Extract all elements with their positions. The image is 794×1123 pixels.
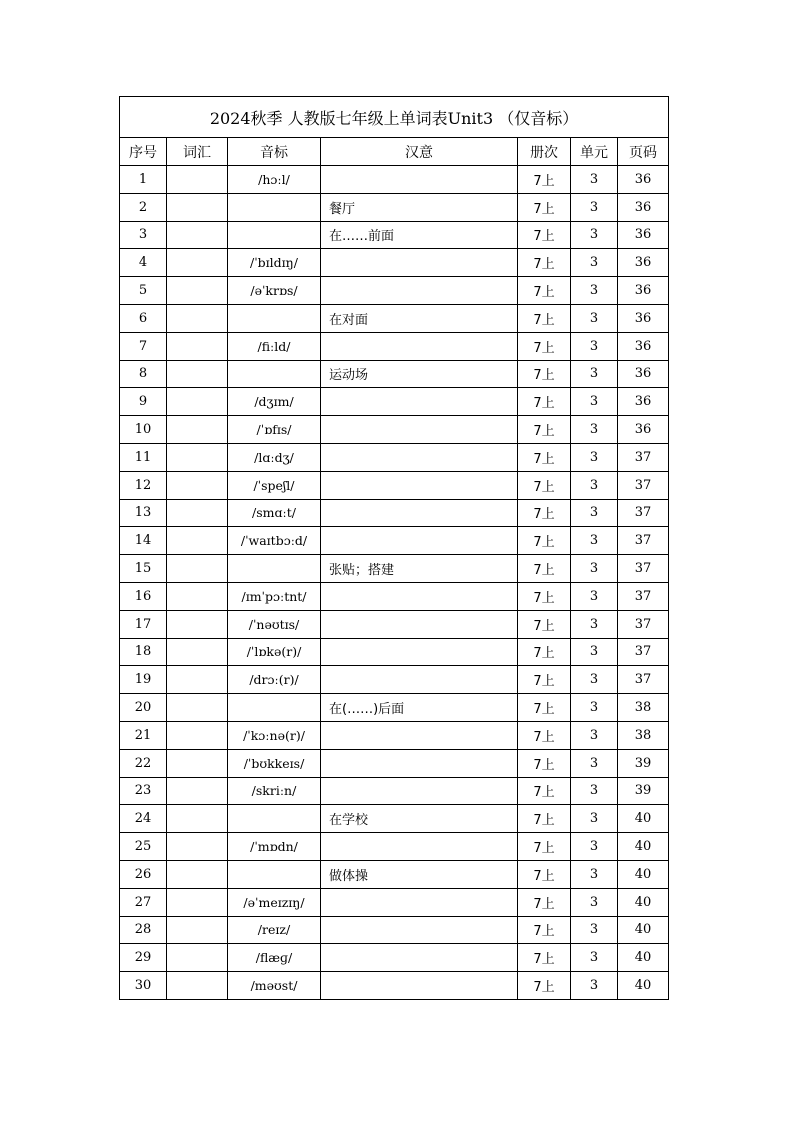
page-cell: 37	[618, 471, 669, 499]
meaning-cell	[321, 777, 518, 805]
table-row	[120, 972, 669, 1000]
meaning-cell: 做体操	[321, 860, 518, 888]
header-meaning: 汉意	[321, 138, 518, 166]
unit-cell: 3	[571, 332, 618, 360]
row-number: 30	[120, 972, 167, 1000]
page-cell: 36	[618, 166, 669, 194]
meaning-cell	[321, 443, 518, 471]
unit-cell: 3	[571, 555, 618, 583]
meaning-cell: 运动场	[321, 360, 518, 388]
volume-cell: 7上	[518, 944, 571, 972]
volume-cell: 7上	[518, 555, 571, 583]
word-cell	[167, 833, 228, 861]
volume-cell: 7上	[518, 888, 571, 916]
unit-cell: 3	[571, 360, 618, 388]
page-cell: 37	[618, 610, 669, 638]
header-page: 页码	[618, 138, 669, 166]
table-row	[120, 749, 669, 777]
row-number: 18	[120, 638, 167, 666]
table-row	[120, 304, 669, 332]
word-cell	[167, 777, 228, 805]
phonetic-cell: /hɔːl/	[228, 166, 321, 194]
row-number: 1	[120, 166, 167, 194]
phonetic-cell: /reɪz/	[228, 916, 321, 944]
meaning-cell	[321, 944, 518, 972]
unit-cell: 3	[571, 916, 618, 944]
table-row	[120, 360, 669, 388]
page-cell: 36	[618, 221, 669, 249]
page-cell: 36	[618, 332, 669, 360]
phonetic-cell: /lɑːdʒ/	[228, 443, 321, 471]
meaning-cell	[321, 471, 518, 499]
phonetic-cell: /ˈmɒdn/	[228, 833, 321, 861]
volume-cell: 7上	[518, 694, 571, 722]
unit-cell: 3	[571, 944, 618, 972]
volume-cell: 7上	[518, 221, 571, 249]
unit-cell: 3	[571, 499, 618, 527]
phonetic-cell: /ˈwaɪtbɔːd/	[228, 527, 321, 555]
table-row	[120, 471, 669, 499]
unit-cell: 3	[571, 582, 618, 610]
table-row	[120, 638, 669, 666]
volume-cell: 7上	[518, 805, 571, 833]
word-cell	[167, 860, 228, 888]
table-row	[120, 721, 669, 749]
page-cell: 37	[618, 666, 669, 694]
volume-cell: 7上	[518, 499, 571, 527]
table-row	[120, 527, 669, 555]
table-row	[120, 666, 669, 694]
unit-cell: 3	[571, 221, 618, 249]
word-cell	[167, 443, 228, 471]
phonetic-cell: /skriːn/	[228, 777, 321, 805]
meaning-cell	[321, 749, 518, 777]
phonetic-cell	[228, 360, 321, 388]
meaning-cell: 在学校	[321, 805, 518, 833]
meaning-cell: 在……前面	[321, 221, 518, 249]
row-number: 16	[120, 582, 167, 610]
table-row	[120, 277, 669, 305]
meaning-cell	[321, 388, 518, 416]
word-cell	[167, 499, 228, 527]
meaning-cell	[321, 166, 518, 194]
volume-cell: 7上	[518, 304, 571, 332]
volume-cell: 7上	[518, 166, 571, 194]
phonetic-cell	[228, 694, 321, 722]
volume-cell: 7上	[518, 721, 571, 749]
row-number: 26	[120, 860, 167, 888]
unit-cell: 3	[571, 805, 618, 833]
word-cell	[167, 166, 228, 194]
page-cell: 37	[618, 443, 669, 471]
unit-cell: 3	[571, 277, 618, 305]
header-phonetic: 音标	[228, 138, 321, 166]
page-cell: 40	[618, 833, 669, 861]
meaning-cell: 在(……)后面	[321, 694, 518, 722]
row-number: 23	[120, 777, 167, 805]
meaning-cell	[321, 666, 518, 694]
unit-cell: 3	[571, 888, 618, 916]
phonetic-cell	[228, 860, 321, 888]
word-cell	[167, 360, 228, 388]
meaning-cell	[321, 972, 518, 1000]
meaning-cell: 餐厅	[321, 193, 518, 221]
volume-cell: 7上	[518, 833, 571, 861]
phonetic-cell: /dʒɪm/	[228, 388, 321, 416]
unit-cell: 3	[571, 638, 618, 666]
unit-cell: 3	[571, 666, 618, 694]
unit-cell: 3	[571, 972, 618, 1000]
volume-cell: 7上	[518, 610, 571, 638]
word-cell	[167, 749, 228, 777]
phonetic-cell: /ɪmˈpɔːtnt/	[228, 582, 321, 610]
table-row	[120, 860, 669, 888]
row-number: 28	[120, 916, 167, 944]
phonetic-cell: /ˈbʊkkeɪs/	[228, 749, 321, 777]
word-cell	[167, 304, 228, 332]
phonetic-cell: /ˈɒfɪs/	[228, 416, 321, 444]
row-number: 20	[120, 694, 167, 722]
phonetic-cell: /fiːld/	[228, 332, 321, 360]
volume-cell: 7上	[518, 582, 571, 610]
word-cell	[167, 527, 228, 555]
unit-cell: 3	[571, 443, 618, 471]
page-cell: 40	[618, 888, 669, 916]
meaning-cell: 张贴；搭建	[321, 555, 518, 583]
phonetic-cell	[228, 805, 321, 833]
phonetic-cell: /drɔː(r)/	[228, 666, 321, 694]
table-row	[120, 582, 669, 610]
phonetic-cell	[228, 193, 321, 221]
word-cell	[167, 610, 228, 638]
page-cell: 37	[618, 527, 669, 555]
volume-cell: 7上	[518, 860, 571, 888]
word-cell	[167, 416, 228, 444]
page-cell: 37	[618, 499, 669, 527]
row-number: 21	[120, 721, 167, 749]
table-row	[120, 332, 669, 360]
word-cell	[167, 888, 228, 916]
row-number: 7	[120, 332, 167, 360]
page-cell: 37	[618, 555, 669, 583]
phonetic-cell: /ˈnəʊtɪs/	[228, 610, 321, 638]
table-row	[120, 805, 669, 833]
row-number: 5	[120, 277, 167, 305]
unit-cell: 3	[571, 721, 618, 749]
unit-cell: 3	[571, 777, 618, 805]
phonetic-cell: /əˈmeɪzɪŋ/	[228, 888, 321, 916]
meaning-cell	[321, 638, 518, 666]
row-number: 15	[120, 555, 167, 583]
table-row	[120, 610, 669, 638]
page-cell: 36	[618, 360, 669, 388]
row-number: 25	[120, 833, 167, 861]
header-word: 词汇	[167, 138, 228, 166]
word-cell	[167, 555, 228, 583]
phonetic-cell: /ˈspeʃl/	[228, 471, 321, 499]
meaning-cell	[321, 416, 518, 444]
meaning-cell	[321, 833, 518, 861]
word-cell	[167, 666, 228, 694]
row-number: 12	[120, 471, 167, 499]
row-number: 6	[120, 304, 167, 332]
meaning-cell	[321, 888, 518, 916]
header-number: 序号	[120, 138, 167, 166]
unit-cell: 3	[571, 694, 618, 722]
unit-cell: 3	[571, 860, 618, 888]
volume-cell: 7上	[518, 777, 571, 805]
volume-cell: 7上	[518, 471, 571, 499]
volume-cell: 7上	[518, 443, 571, 471]
table-title: 2024秋季 人教版七年级上单词表Unit3 （仅音标）	[120, 97, 669, 138]
table-row	[120, 694, 669, 722]
word-cell	[167, 972, 228, 1000]
unit-cell: 3	[571, 749, 618, 777]
page-cell: 40	[618, 805, 669, 833]
table-row	[120, 443, 669, 471]
word-cell	[167, 193, 228, 221]
phonetic-cell: /smɑːt/	[228, 499, 321, 527]
row-number: 13	[120, 499, 167, 527]
meaning-cell	[321, 610, 518, 638]
page-cell: 36	[618, 249, 669, 277]
word-cell	[167, 916, 228, 944]
row-number: 17	[120, 610, 167, 638]
row-number: 10	[120, 416, 167, 444]
table-row	[120, 555, 669, 583]
row-number: 9	[120, 388, 167, 416]
volume-cell: 7上	[518, 277, 571, 305]
unit-cell: 3	[571, 416, 618, 444]
table-row	[120, 499, 669, 527]
row-number: 14	[120, 527, 167, 555]
unit-cell: 3	[571, 249, 618, 277]
row-number: 2	[120, 193, 167, 221]
meaning-cell	[321, 332, 518, 360]
page-cell: 40	[618, 944, 669, 972]
phonetic-cell: /ˈkɔːnə(r)/	[228, 721, 321, 749]
volume-cell: 7上	[518, 666, 571, 694]
table-row	[120, 388, 669, 416]
page-cell: 36	[618, 388, 669, 416]
table-row	[120, 833, 669, 861]
unit-cell: 3	[571, 471, 618, 499]
table-row	[120, 888, 669, 916]
unit-cell: 3	[571, 527, 618, 555]
volume-cell: 7上	[518, 388, 571, 416]
volume-cell: 7上	[518, 193, 571, 221]
word-cell	[167, 638, 228, 666]
row-number: 22	[120, 749, 167, 777]
word-cell	[167, 471, 228, 499]
page-cell: 38	[618, 721, 669, 749]
row-number: 3	[120, 221, 167, 249]
table-row	[120, 249, 669, 277]
page-cell: 36	[618, 277, 669, 305]
word-cell	[167, 694, 228, 722]
meaning-cell	[321, 499, 518, 527]
unit-cell: 3	[571, 610, 618, 638]
page-cell: 36	[618, 304, 669, 332]
unit-cell: 3	[571, 833, 618, 861]
unit-cell: 3	[571, 388, 618, 416]
page-cell: 40	[618, 972, 669, 1000]
volume-cell: 7上	[518, 416, 571, 444]
volume-cell: 7上	[518, 360, 571, 388]
header-row	[120, 138, 669, 166]
phonetic-cell	[228, 221, 321, 249]
row-number: 11	[120, 443, 167, 471]
row-number: 19	[120, 666, 167, 694]
page-cell: 39	[618, 749, 669, 777]
phonetic-cell: /əˈkrɒs/	[228, 277, 321, 305]
phonetic-cell	[228, 555, 321, 583]
word-cell	[167, 582, 228, 610]
vocabulary-table	[119, 96, 669, 1000]
meaning-cell: 在对面	[321, 304, 518, 332]
page-cell: 38	[618, 694, 669, 722]
table-row	[120, 777, 669, 805]
meaning-cell	[321, 721, 518, 749]
word-cell	[167, 388, 228, 416]
volume-cell: 7上	[518, 249, 571, 277]
row-number: 24	[120, 805, 167, 833]
meaning-cell	[321, 277, 518, 305]
page-cell: 40	[618, 860, 669, 888]
table-row	[120, 416, 669, 444]
phonetic-cell: /məʊst/	[228, 972, 321, 1000]
row-number: 8	[120, 360, 167, 388]
row-number: 4	[120, 249, 167, 277]
page-cell: 36	[618, 416, 669, 444]
phonetic-cell: /ˈlɒkə(r)/	[228, 638, 321, 666]
volume-cell: 7上	[518, 638, 571, 666]
phonetic-cell: /flæɡ/	[228, 944, 321, 972]
meaning-cell	[321, 582, 518, 610]
header-unit: 单元	[571, 138, 618, 166]
volume-cell: 7上	[518, 527, 571, 555]
table-body	[120, 166, 669, 1000]
phonetic-cell: /ˈbɪldɪŋ/	[228, 249, 321, 277]
volume-cell: 7上	[518, 972, 571, 1000]
word-cell	[167, 249, 228, 277]
page-cell: 37	[618, 638, 669, 666]
table-row	[120, 193, 669, 221]
unit-cell: 3	[571, 304, 618, 332]
row-number: 27	[120, 888, 167, 916]
word-cell	[167, 277, 228, 305]
table-row	[120, 916, 669, 944]
page-cell: 39	[618, 777, 669, 805]
meaning-cell	[321, 916, 518, 944]
word-cell	[167, 721, 228, 749]
meaning-cell	[321, 527, 518, 555]
word-cell	[167, 944, 228, 972]
table-row	[120, 221, 669, 249]
word-cell	[167, 221, 228, 249]
word-cell	[167, 332, 228, 360]
unit-cell: 3	[571, 166, 618, 194]
page-cell: 37	[618, 582, 669, 610]
row-number: 29	[120, 944, 167, 972]
table-row	[120, 944, 669, 972]
volume-cell: 7上	[518, 916, 571, 944]
volume-cell: 7上	[518, 332, 571, 360]
header-volume: 册次	[518, 138, 571, 166]
phonetic-cell	[228, 304, 321, 332]
table-row	[120, 166, 669, 194]
unit-cell: 3	[571, 193, 618, 221]
meaning-cell	[321, 249, 518, 277]
volume-cell: 7上	[518, 749, 571, 777]
word-cell	[167, 805, 228, 833]
page-cell: 40	[618, 916, 669, 944]
page-cell: 36	[618, 193, 669, 221]
